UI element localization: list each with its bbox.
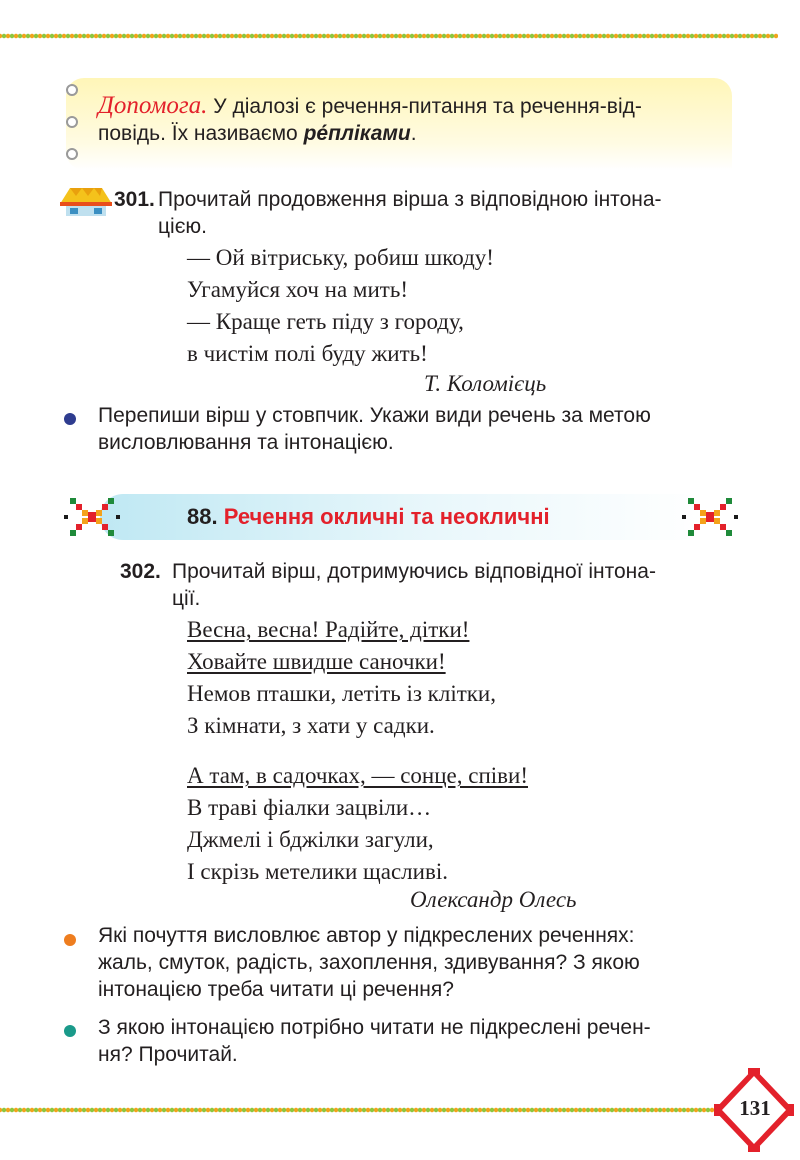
- exercise-302-number: 302.: [120, 560, 161, 583]
- question-line: інтонацією треба читати ці речення?: [98, 978, 454, 1001]
- instruction-line: ції.: [172, 587, 201, 610]
- poem-line-underlined: А там, в садочках, — сонце, співи!: [187, 763, 528, 788]
- exercise-302-instruction: [172, 558, 738, 612]
- help-text: [98, 92, 728, 147]
- instruction-line: Прочитай продовження вірша з відповідною інтона-: [158, 188, 662, 211]
- bullet-icon: [64, 413, 76, 425]
- poem-line: Джмелі і бджілки загули,: [187, 827, 434, 852]
- question-line: ня? Прочитай.: [98, 1043, 238, 1066]
- bullet-icon: [64, 934, 76, 946]
- bottom-border-ornament: [0, 1106, 720, 1114]
- binder-ring-icon: [66, 148, 78, 160]
- embroidery-ornament-icon: [680, 492, 740, 542]
- help-period: .: [410, 122, 417, 145]
- instruction-line: Прочитай вірш, дотримуючись відповідної інтона-: [172, 560, 656, 583]
- help-line2: повідь. Їх називаємо: [98, 122, 304, 145]
- exercise-301-task: [98, 402, 738, 456]
- house-icon: [56, 184, 116, 218]
- poem-301: [187, 242, 494, 370]
- instruction-line: цією.: [158, 215, 207, 238]
- section-heading: [187, 504, 550, 530]
- exercise-302-question-1: [98, 922, 738, 1003]
- poem-line: В траві фіалки зацвіли…: [187, 795, 432, 820]
- poem-line: З кімнати, з хати у садки.: [187, 713, 435, 738]
- section-title: Речення окличні та неокличні: [223, 504, 550, 529]
- poem-line: Угамуйся хоч на мить!: [187, 277, 408, 302]
- poem-line: Немов пташки, летіть із клітки,: [187, 681, 496, 706]
- exercise-302-question-2: [98, 1014, 738, 1068]
- binder-ring-icon: [66, 84, 78, 96]
- poem-line-underlined: Весна, весна! Радійте, дітки!: [187, 617, 470, 642]
- poem-line: І скрізь метелики щасливі.: [187, 859, 448, 884]
- question-line: З якою інтонацією потрібно читати не підкреслені речен-: [98, 1016, 651, 1039]
- poem-line: — Краще геть піду з городу,: [187, 309, 464, 334]
- task-line: Перепиши вірш у стовпчик. Укажи види речень за метою: [98, 404, 651, 427]
- task-line: висловлювання та інтонацією.: [98, 431, 394, 454]
- poem-line-underlined: Ховайте швидше саночки!: [187, 649, 446, 674]
- poem-301-author: Т. Коломієць: [424, 371, 547, 396]
- help-label: Допомога.: [98, 92, 208, 119]
- help-emphasis: ре́пліками: [303, 122, 411, 145]
- top-border-ornament: [0, 32, 778, 40]
- bullet-icon: [64, 1025, 76, 1037]
- exercise-301-instruction: [158, 186, 738, 240]
- poem-line: — Ой вітриську, робиш шкоду!: [187, 245, 494, 270]
- question-line: жаль, смуток, радість, захоплення, здивування? З якою: [98, 951, 640, 974]
- poem-302-author: Олександр Олесь: [410, 887, 577, 912]
- page-number: 131: [739, 1096, 771, 1120]
- binder-ring-icon: [66, 116, 78, 128]
- embroidery-ornament-icon: [62, 492, 122, 542]
- poem-302-stanza-2: [187, 760, 528, 888]
- poem-302-stanza-1: [187, 614, 496, 742]
- poem-line: в чистім полі буду жить!: [187, 341, 428, 366]
- help-line1: У діалозі є речення-питання та речення-від-: [213, 95, 642, 118]
- question-line: Які почуття висловлює автор у підкреслених реченнях:: [98, 924, 635, 947]
- exercise-301-number: 301.: [114, 188, 155, 211]
- section-number: 88.: [187, 504, 218, 529]
